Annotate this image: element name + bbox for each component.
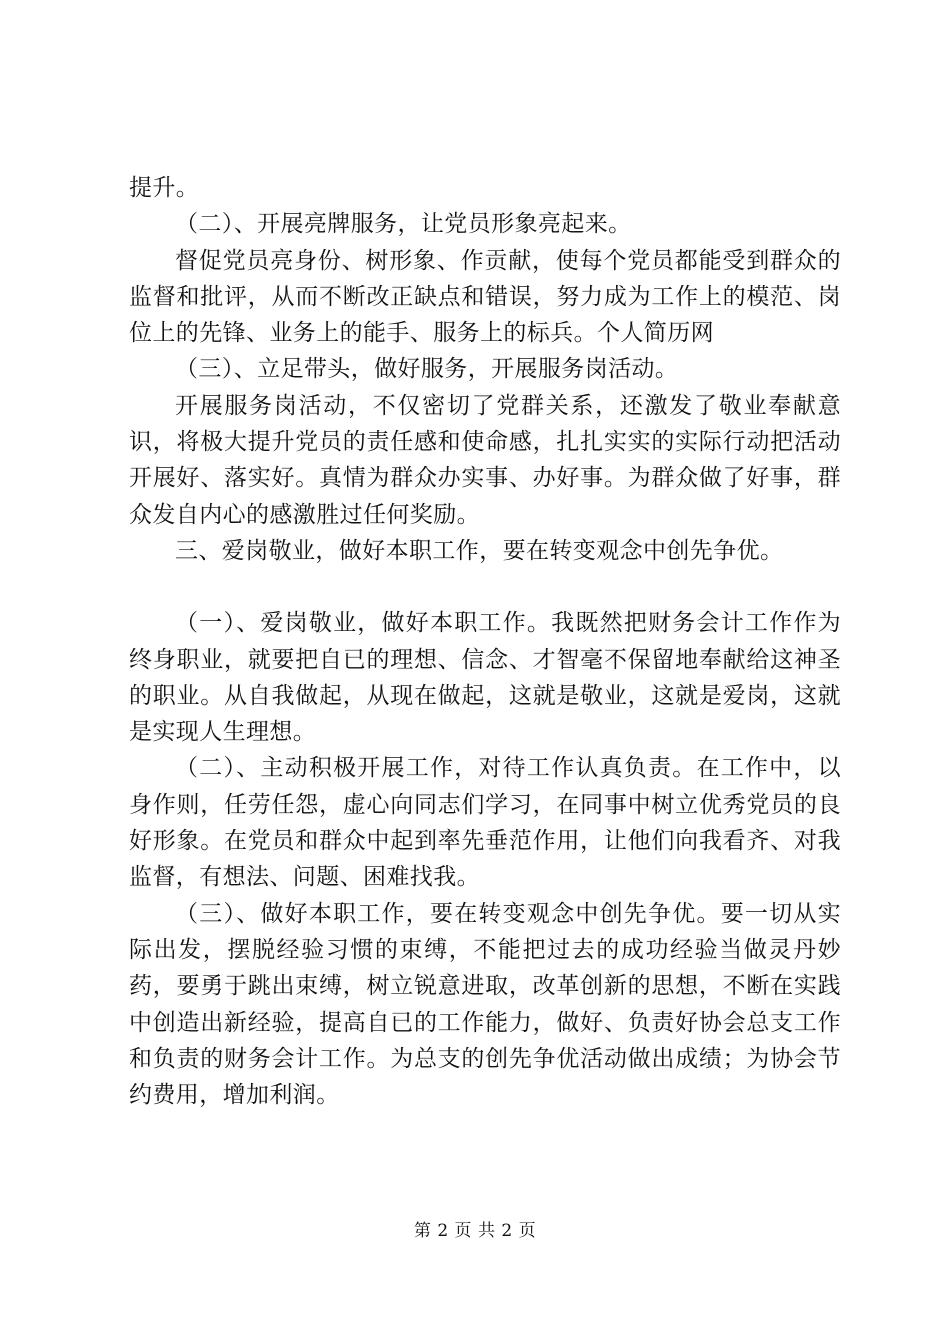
paragraph-3: 开展服务岗活动，不仅密切了党群关系，还激发了敬业奉献意识，将极大提升党员的责任感和使命感，扎扎实实的实际行动把活动开展好、落实好。真情为群众办实事、办好事。为群众做了好事，群众发自内心的感激胜过任何奖励。 bbox=[129, 392, 841, 528]
paragraph-2: 督促党员亮身份、树形象、作贡献，使每个党员都能受到群众的监督和批评，从而不断改正缺点和错误，努力成为工作上的模范、岗位上的先锋、业务上的能手、服务上的标兵。个人简历网 bbox=[129, 247, 841, 347]
subheading-3: （三）、立足带头，做好服务，开展服务岗活动。 bbox=[175, 356, 679, 383]
section-heading-3: 三、爱岗敬业，做好本职工作，要在转变观念中创先争优。 bbox=[175, 537, 784, 564]
paragraph-gap bbox=[129, 569, 841, 605]
paragraph-continuation: 提升。 bbox=[129, 175, 200, 201]
paragraph-3-2: （二）、主动积极开展工作，对待工作认真负责。在工作中，以身作则，任劳任怨，虚心向同志们学习，在同事中树立优秀党员的良好形象。在党员和群众中起到率先垂范作用，让他们向我看齐、对我监督，有想法、问题、困难找我。 bbox=[129, 755, 841, 891]
paragraph-3-1: （一）、爱岗敬业，做好本职工作。我既然把财务会计工作作为终身职业，就要把自已的理想、信念、才智毫不保留地奉献给这神圣的职业。从自我做起，从现在做起，这就是敬业，这就是爱岗，这就是实现人生理想。 bbox=[129, 610, 841, 746]
paragraph-3-3: （三）、做好本职工作，要在转变观念中创先争优。要一切从实际出发，摆脱经验习惯的束缚，不能把过去的成功经验当做灵丹妙药，要勇于跳出束缚，树立锐意进取，改革创新的思想，不断在实践中创造出新经验，提高自已的工作能力，做好、负责好协会总支工作和负责的财务会计工作。为总支的创先争优活动做出成绩；为协会节约费用，增加利润。 bbox=[129, 900, 841, 1109]
subheading-2: （二）、开展亮牌服务，让党员形象亮起来。 bbox=[175, 211, 632, 238]
page-footer: 第 2 页 共 2 页 bbox=[413, 1221, 537, 1241]
document-body bbox=[129, 170, 841, 1113]
